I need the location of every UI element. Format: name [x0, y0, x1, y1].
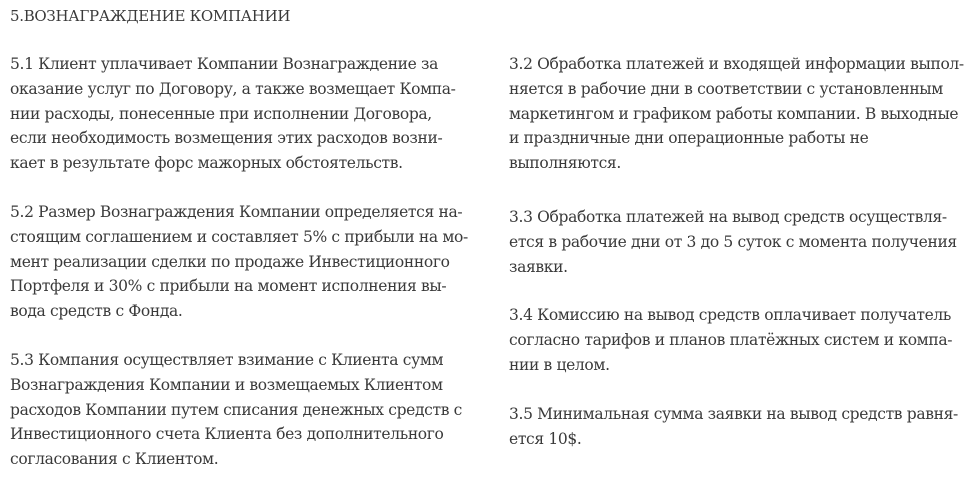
text-line: 5.1 Клиент уплачивает Компании Вознаграждение за	[10, 55, 439, 73]
text-line: нии в целом.	[509, 355, 610, 374]
text-line: мент реализации сделки по продаже Инвестиционного	[10, 252, 450, 271]
text-line: стоящим соглашением и составляет 5% с прибыли на мо-	[10, 227, 468, 246]
text-line: ется в рабочие дни от 3 до 5 суток с момента получения	[509, 232, 957, 251]
clause-3-3	[509, 205, 971, 279]
section-title: 5.ВОЗНАГРАЖДЕНИЕ КОМПАНИИ	[10, 7, 291, 25]
text-line: маркетингом и графиком работы компании. В выходные	[509, 104, 959, 123]
text-line: согласно тарифов и планов платёжных систем и компа-	[509, 331, 953, 350]
text-line: кает в результате форс мажорных обстоятельств.	[10, 154, 403, 173]
text-line: 5.2 Размер Вознаграждения Компании определяется на-	[10, 202, 463, 221]
text-line: Инвестиционного счета Клиента без дополнительного	[10, 425, 444, 444]
text-line: нии расходы, понесенные при исполнении Договора,	[10, 104, 432, 123]
right-column	[509, 52, 971, 451]
clause-5-2	[10, 200, 480, 324]
clause-5-1	[10, 52, 480, 176]
clause-3-4	[509, 303, 971, 377]
text-line: оказание услуг по Договору, а также возмещает Компа-	[10, 79, 456, 98]
text-line: 3.5 Минимальная сумма заявки на вывод средств равня-	[509, 404, 958, 423]
clause-3-5	[509, 402, 971, 452]
text-line: Портфеля и 30% с прибыли на момент исполнения вы-	[10, 277, 447, 296]
text-line: Вознаграждения Компании и возмещаемых Клиентом	[10, 375, 443, 394]
text-line: 3.3 Обработка платежей на вывод средств осуществля-	[509, 207, 947, 226]
clause-3-2	[509, 52, 971, 176]
text-line: согласования с Клиентом.	[10, 450, 219, 469]
text-line: и праздничные дни операционные работы не	[509, 129, 869, 148]
text-line: если необходимость возмещения этих расходов возни-	[10, 129, 443, 148]
text-line: няется в рабочие дни в соответствии с установленным	[509, 79, 943, 98]
text-line: заявки.	[509, 257, 568, 276]
text-line: вода средств с Фонда.	[10, 302, 183, 321]
left-column	[10, 52, 480, 472]
text-line: 3.4 Комиссию на вывод средств оплачивает получатель	[509, 306, 951, 325]
clause-5-3	[10, 348, 480, 472]
text-line: ется 10$.	[509, 429, 582, 448]
text-line: 3.2 Обработка платежей и входящей информации выпол-	[509, 55, 964, 73]
text-line: 5.3 Компания осуществляет взимание с Клиента сумм	[10, 350, 444, 369]
text-line: расходов Компании путем списания денежных средств с	[10, 400, 463, 419]
text-line: выполняются.	[509, 154, 621, 173]
